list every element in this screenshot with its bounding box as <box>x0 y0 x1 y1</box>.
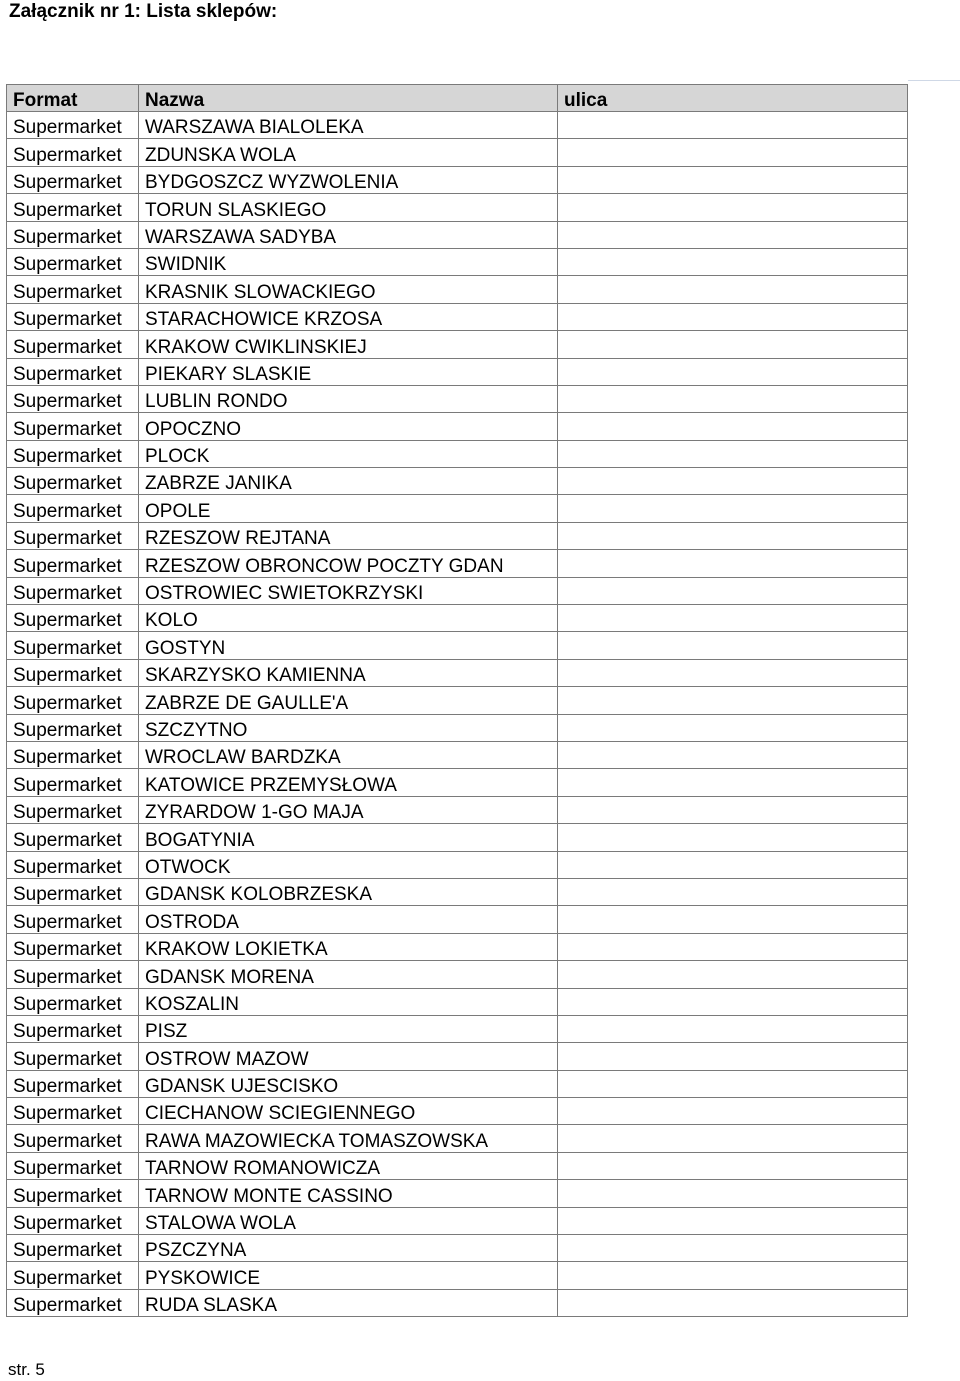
cell-street <box>558 1043 908 1070</box>
table-row <box>7 1098 908 1125</box>
cell-name: RZESZOW OBRONCOW POCZTY GDAN <box>139 550 558 577</box>
table-row <box>7 659 908 686</box>
cell-name: RUDA SLASKA <box>139 1289 558 1316</box>
cell-street <box>558 1235 908 1262</box>
cell-format: Supermarket <box>7 112 139 139</box>
cell-format: Supermarket <box>7 385 139 412</box>
table-row <box>7 906 908 933</box>
cell-name: STARACHOWICE KRZOSA <box>139 303 558 330</box>
header-rule <box>908 80 960 81</box>
cell-street <box>558 495 908 522</box>
cell-format: Supermarket <box>7 358 139 385</box>
cell-street <box>558 194 908 221</box>
table-row <box>7 358 908 385</box>
table-row <box>7 1125 908 1152</box>
cell-format: Supermarket <box>7 632 139 659</box>
cell-format: Supermarket <box>7 276 139 303</box>
cell-street <box>558 769 908 796</box>
table-row <box>7 194 908 221</box>
cell-format: Supermarket <box>7 1235 139 1262</box>
cell-street <box>558 139 908 166</box>
cell-street <box>558 824 908 851</box>
cell-street <box>558 577 908 604</box>
cell-format: Supermarket <box>7 714 139 741</box>
cell-format: Supermarket <box>7 194 139 221</box>
cell-name: SKARZYSKO KAMIENNA <box>139 659 558 686</box>
table-row <box>7 1235 908 1262</box>
table-row <box>7 1180 908 1207</box>
cell-format: Supermarket <box>7 1015 139 1042</box>
cell-street <box>558 605 908 632</box>
cell-format: Supermarket <box>7 796 139 823</box>
table-header <box>7 85 908 112</box>
cell-name: TARNOW ROMANOWICZA <box>139 1152 558 1179</box>
cell-street <box>558 440 908 467</box>
cell-street <box>558 1098 908 1125</box>
table-row <box>7 112 908 139</box>
cell-name: SWIDNIK <box>139 248 558 275</box>
header-name: Nazwa <box>139 85 558 112</box>
table-row <box>7 796 908 823</box>
table-row <box>7 522 908 549</box>
cell-name: PYSKOWICE <box>139 1262 558 1289</box>
cell-street <box>558 988 908 1015</box>
table-row <box>7 440 908 467</box>
cell-name: OPOLE <box>139 495 558 522</box>
cell-street <box>558 659 908 686</box>
table-row <box>7 385 908 412</box>
cell-street <box>558 331 908 358</box>
cell-street <box>558 906 908 933</box>
cell-street <box>558 276 908 303</box>
table-row <box>7 1070 908 1097</box>
cell-street <box>558 632 908 659</box>
cell-street <box>558 358 908 385</box>
cell-format: Supermarket <box>7 851 139 878</box>
cell-format: Supermarket <box>7 769 139 796</box>
cell-name: OPOCZNO <box>139 413 558 440</box>
header-row <box>7 85 908 112</box>
table-row <box>7 1043 908 1070</box>
cell-name: KOSZALIN <box>139 988 558 1015</box>
table-row <box>7 577 908 604</box>
cell-street <box>558 522 908 549</box>
cell-street <box>558 413 908 440</box>
cell-format: Supermarket <box>7 248 139 275</box>
page-number: str. 5 <box>8 1360 45 1379</box>
cell-name: KRAKOW CWIKLINSKIEJ <box>139 331 558 358</box>
cell-format: Supermarket <box>7 1180 139 1207</box>
cell-name: OSTROW MAZOW <box>139 1043 558 1070</box>
cell-format: Supermarket <box>7 1043 139 1070</box>
cell-format: Supermarket <box>7 878 139 905</box>
cell-street <box>558 303 908 330</box>
table-body <box>7 112 908 1317</box>
cell-street <box>558 248 908 275</box>
cell-name: WARSZAWA SADYBA <box>139 221 558 248</box>
table-row <box>7 851 908 878</box>
cell-name: KRASNIK SLOWACKIEGO <box>139 276 558 303</box>
cell-street <box>558 468 908 495</box>
cell-name: GOSTYN <box>139 632 558 659</box>
cell-street <box>558 1289 908 1316</box>
cell-name: PLOCK <box>139 440 558 467</box>
cell-street <box>558 112 908 139</box>
cell-name: GDANSK UJESCISKO <box>139 1070 558 1097</box>
cell-format: Supermarket <box>7 687 139 714</box>
cell-format: Supermarket <box>7 1289 139 1316</box>
cell-street <box>558 166 908 193</box>
cell-name: KRAKOW LOKIETKA <box>139 933 558 960</box>
cell-name: OTWOCK <box>139 851 558 878</box>
cell-street <box>558 221 908 248</box>
cell-street <box>558 796 908 823</box>
cell-name: PISZ <box>139 1015 558 1042</box>
cell-street <box>558 851 908 878</box>
cell-name: PSZCZYNA <box>139 1235 558 1262</box>
cell-format: Supermarket <box>7 550 139 577</box>
cell-format: Supermarket <box>7 577 139 604</box>
cell-format: Supermarket <box>7 495 139 522</box>
table-row <box>7 331 908 358</box>
cell-name: PIEKARY SLASKIE <box>139 358 558 385</box>
cell-name: BYDGOSZCZ WYZWOLENIA <box>139 166 558 193</box>
table-row <box>7 687 908 714</box>
cell-street <box>558 1125 908 1152</box>
cell-name: SZCZYTNO <box>139 714 558 741</box>
cell-street <box>558 550 908 577</box>
cell-name: OSTRODA <box>139 906 558 933</box>
cell-format: Supermarket <box>7 933 139 960</box>
cell-name: RZESZOW REJTANA <box>139 522 558 549</box>
table-row <box>7 303 908 330</box>
cell-street <box>558 385 908 412</box>
cell-format: Supermarket <box>7 522 139 549</box>
table-row <box>7 1015 908 1042</box>
table-row <box>7 741 908 768</box>
cell-format: Supermarket <box>7 221 139 248</box>
table-row <box>7 878 908 905</box>
cell-name: BOGATYNIA <box>139 824 558 851</box>
cell-name: OSTROWIEC SWIETOKRZYSKI <box>139 577 558 604</box>
cell-street <box>558 687 908 714</box>
cell-street <box>558 1262 908 1289</box>
table-row <box>7 714 908 741</box>
cell-name: ZYRARDOW 1-GO MAJA <box>139 796 558 823</box>
table-row <box>7 1152 908 1179</box>
cell-street <box>558 1152 908 1179</box>
cell-name: GDANSK KOLOBRZESKA <box>139 878 558 905</box>
cell-format: Supermarket <box>7 1070 139 1097</box>
cell-name: GDANSK MORENA <box>139 961 558 988</box>
cell-name: LUBLIN RONDO <box>139 385 558 412</box>
table-row <box>7 550 908 577</box>
table-row <box>7 769 908 796</box>
cell-name: TARNOW MONTE CASSINO <box>139 1180 558 1207</box>
cell-format: Supermarket <box>7 605 139 632</box>
table-row <box>7 221 908 248</box>
cell-name: ZABRZE DE GAULLE'A <box>139 687 558 714</box>
cell-street <box>558 741 908 768</box>
cell-format: Supermarket <box>7 988 139 1015</box>
cell-name: ZDUNSKA WOLA <box>139 139 558 166</box>
table-row <box>7 933 908 960</box>
cell-format: Supermarket <box>7 1262 139 1289</box>
cell-name: CIECHANOW SCIEGIENNEGO <box>139 1098 558 1125</box>
table-row <box>7 824 908 851</box>
cell-format: Supermarket <box>7 468 139 495</box>
cell-street <box>558 878 908 905</box>
cell-name: RAWA MAZOWIECKA TOMASZOWSKA <box>139 1125 558 1152</box>
table-row <box>7 1207 908 1234</box>
store-list-table <box>6 84 908 1317</box>
cell-format: Supermarket <box>7 413 139 440</box>
cell-street <box>558 1015 908 1042</box>
table-row <box>7 988 908 1015</box>
cell-format: Supermarket <box>7 440 139 467</box>
cell-format: Supermarket <box>7 1125 139 1152</box>
cell-format: Supermarket <box>7 139 139 166</box>
cell-street <box>558 1180 908 1207</box>
cell-format: Supermarket <box>7 961 139 988</box>
table-row <box>7 1289 908 1316</box>
cell-name: KATOWICE PRZEMYSŁOWA <box>139 769 558 796</box>
cell-name: KOLO <box>139 605 558 632</box>
cell-street <box>558 961 908 988</box>
cell-street <box>558 1207 908 1234</box>
cell-name: WARSZAWA BIALOLEKA <box>139 112 558 139</box>
table-row <box>7 413 908 440</box>
cell-format: Supermarket <box>7 741 139 768</box>
table-row <box>7 495 908 522</box>
cell-street <box>558 933 908 960</box>
table-row <box>7 248 908 275</box>
cell-format: Supermarket <box>7 906 139 933</box>
table-row <box>7 166 908 193</box>
cell-format: Supermarket <box>7 1098 139 1125</box>
cell-format: Supermarket <box>7 331 139 358</box>
header-street: ulica <box>558 85 908 112</box>
cell-format: Supermarket <box>7 824 139 851</box>
cell-format: Supermarket <box>7 1152 139 1179</box>
cell-name: WROCLAW BARDZKA <box>139 741 558 768</box>
cell-name: STALOWA WOLA <box>139 1207 558 1234</box>
table-row <box>7 276 908 303</box>
cell-format: Supermarket <box>7 303 139 330</box>
document-title: Załącznik nr 1: Lista sklepów: <box>9 1 278 22</box>
cell-format: Supermarket <box>7 659 139 686</box>
table-row <box>7 1262 908 1289</box>
header-format: Format <box>7 85 139 112</box>
cell-format: Supermarket <box>7 1207 139 1234</box>
table-row <box>7 139 908 166</box>
cell-format: Supermarket <box>7 166 139 193</box>
cell-street <box>558 1070 908 1097</box>
table-row <box>7 961 908 988</box>
table-row <box>7 605 908 632</box>
cell-name: ZABRZE JANIKA <box>139 468 558 495</box>
cell-name: TORUN SLASKIEGO <box>139 194 558 221</box>
cell-street <box>558 714 908 741</box>
table-row <box>7 632 908 659</box>
table-row <box>7 468 908 495</box>
